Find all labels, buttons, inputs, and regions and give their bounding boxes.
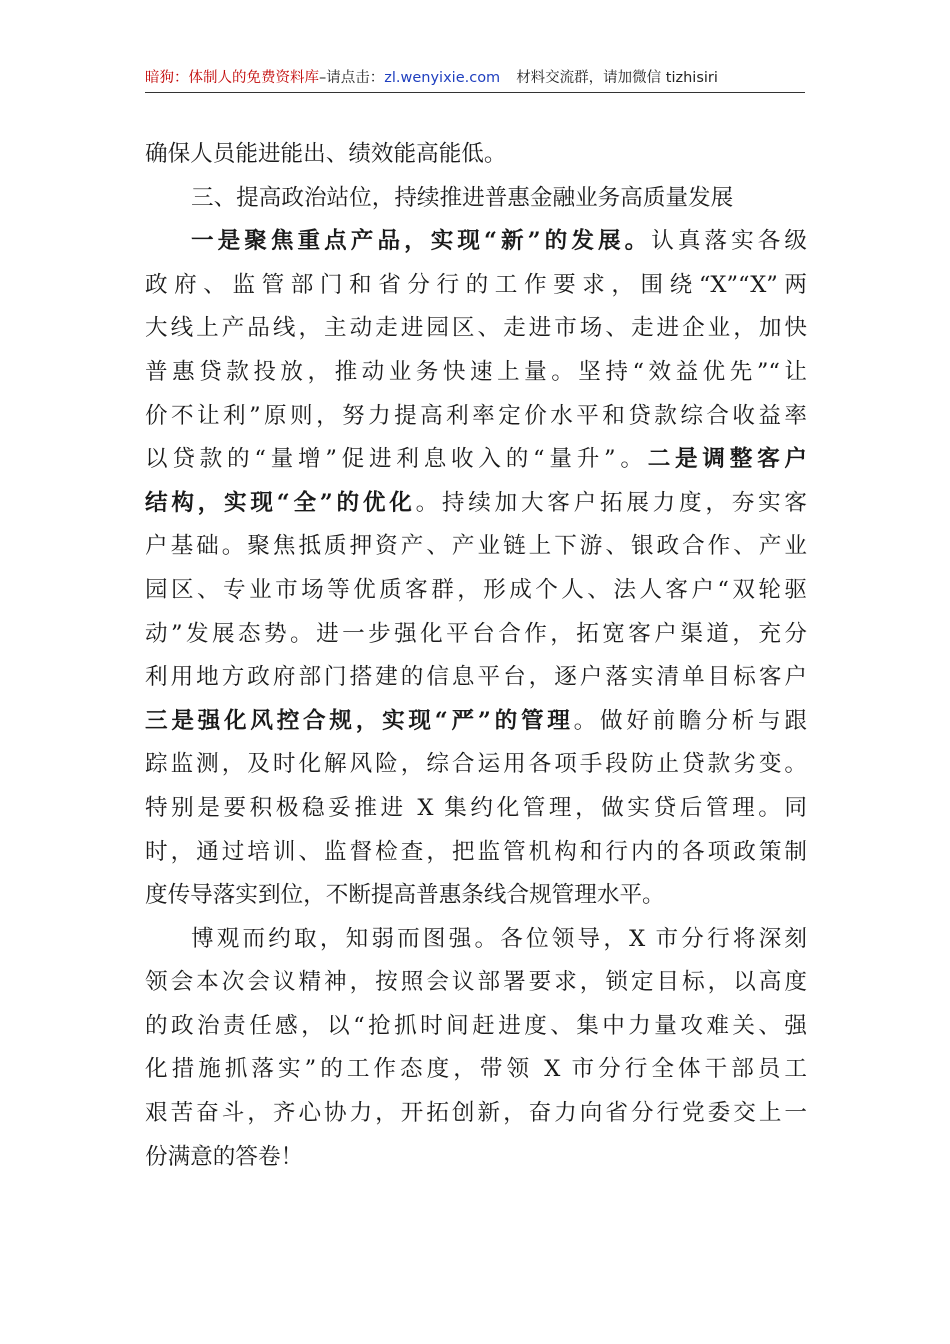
text-segment: 艰苦奋斗，齐心协力，开拓创新，奋力向省分行党委交上一	[145, 1100, 807, 1127]
text-line	[145, 1136, 807, 1180]
text-line	[145, 1092, 807, 1136]
header-site-name: 暗狗：体制人的免费资料库	[145, 70, 319, 86]
text-segment: 时，通过培训、监督检查，把监管机构和行内的各项政策制	[145, 838, 807, 865]
text-line	[145, 307, 807, 351]
text-segment: 特别是要积极稳妥推进 X 集约化管理，做实贷后管理。同	[145, 794, 807, 821]
text-segment: 博观而约取，知弱而图强。各位领导，X 市分行将深刻	[191, 925, 807, 952]
text-segment: 的政治责任感，以“抢抓时间赶进度、集中力量攻难关、强	[145, 1012, 807, 1039]
text-segment: 政府、监管部门和省分行的工作要求，围绕“X”“X”两	[145, 271, 807, 298]
text-segment: 认真落实各级	[651, 228, 807, 255]
text-line	[145, 787, 807, 831]
text-segment: 普惠贷款投放，推动业务快速上量。坚持“效益优先”“让	[145, 358, 807, 385]
text-line	[145, 961, 807, 1005]
text-segment: 价不让利”原则，努力提高利率定价水平和贷款综合收益率	[145, 402, 807, 429]
bold-text-segment: 二是调整客户	[647, 446, 807, 473]
text-segment: 利用地方政府部门搭建的信息平台，逐户落实清单目标客户	[145, 664, 807, 691]
text-line	[145, 220, 807, 264]
text-segment: 。持续加大客户拓展力度，夯实客	[415, 489, 807, 516]
text-line	[145, 351, 807, 395]
text-segment: 以贷款的“量增”促进利息收入的“量升”。	[145, 446, 648, 473]
text-segment: 。做好前瞻分析与跟	[573, 707, 807, 734]
text-segment: 户基础。聚焦抵质押资产、产业链上下游、银政合作、产业	[145, 533, 807, 560]
text-line	[145, 700, 807, 744]
text-segment: 领会本次会议精神，按照会议部署要求，锁定目标，以高度	[145, 969, 807, 996]
section-heading	[145, 177, 807, 221]
text-line	[145, 656, 807, 700]
text-line	[145, 874, 807, 918]
text-line	[145, 1048, 807, 1092]
text-line	[145, 133, 807, 177]
text-segment: 确保人员能进能出、绩效能高能低。	[145, 141, 507, 167]
header-wechat-note: 材料交流群，请加微信 tizhisiri	[516, 70, 718, 86]
text-segment: 园区、专业市场等优质客群，形成个人、法人客户“双轮驱	[145, 576, 807, 603]
text-line	[145, 743, 807, 787]
text-line	[145, 918, 807, 962]
text-line	[145, 482, 807, 526]
text-segment: 三、提高政治站位，持续推进普惠金融业务高质量发展	[191, 184, 734, 211]
text-segment: 化措施抓落实”的工作态度，带领 X 市分行全体干部员工	[145, 1056, 807, 1083]
text-line	[145, 395, 807, 439]
document-body	[145, 133, 807, 1179]
text-segment: 大线上产品线，主动走进园区、走进市场、走进企业，加快	[145, 315, 807, 342]
header-link[interactable]: zl.wenyixie.com	[384, 70, 501, 86]
text-line	[145, 569, 807, 613]
text-line	[145, 1005, 807, 1049]
text-line	[145, 264, 807, 308]
bold-text-segment: 结构，实现“全”的优化	[145, 489, 416, 516]
text-line	[145, 613, 807, 657]
text-line	[145, 525, 807, 569]
text-segment: 度传导落实到位，不断提高普惠条线合规管理水平。	[145, 882, 665, 909]
text-segment: 份满意的答卷！	[145, 1143, 304, 1170]
text-segment: 动”发展态势。进一步强化平台合作，拓宽客户渠道，充分	[145, 620, 807, 647]
text-segment: 踪监测，及时化解风险，综合运用各项手段防止贷款劣变。	[145, 751, 807, 778]
page-header	[145, 66, 805, 93]
bold-text-segment: 三是强化风控合规，实现“严”的管理	[145, 707, 574, 734]
header-click-prompt: –请点击：	[319, 70, 385, 86]
bold-text-segment: 一是聚焦重点产品，实现“新”的发展。	[191, 228, 652, 255]
text-line	[145, 831, 807, 875]
text-line	[145, 438, 807, 482]
